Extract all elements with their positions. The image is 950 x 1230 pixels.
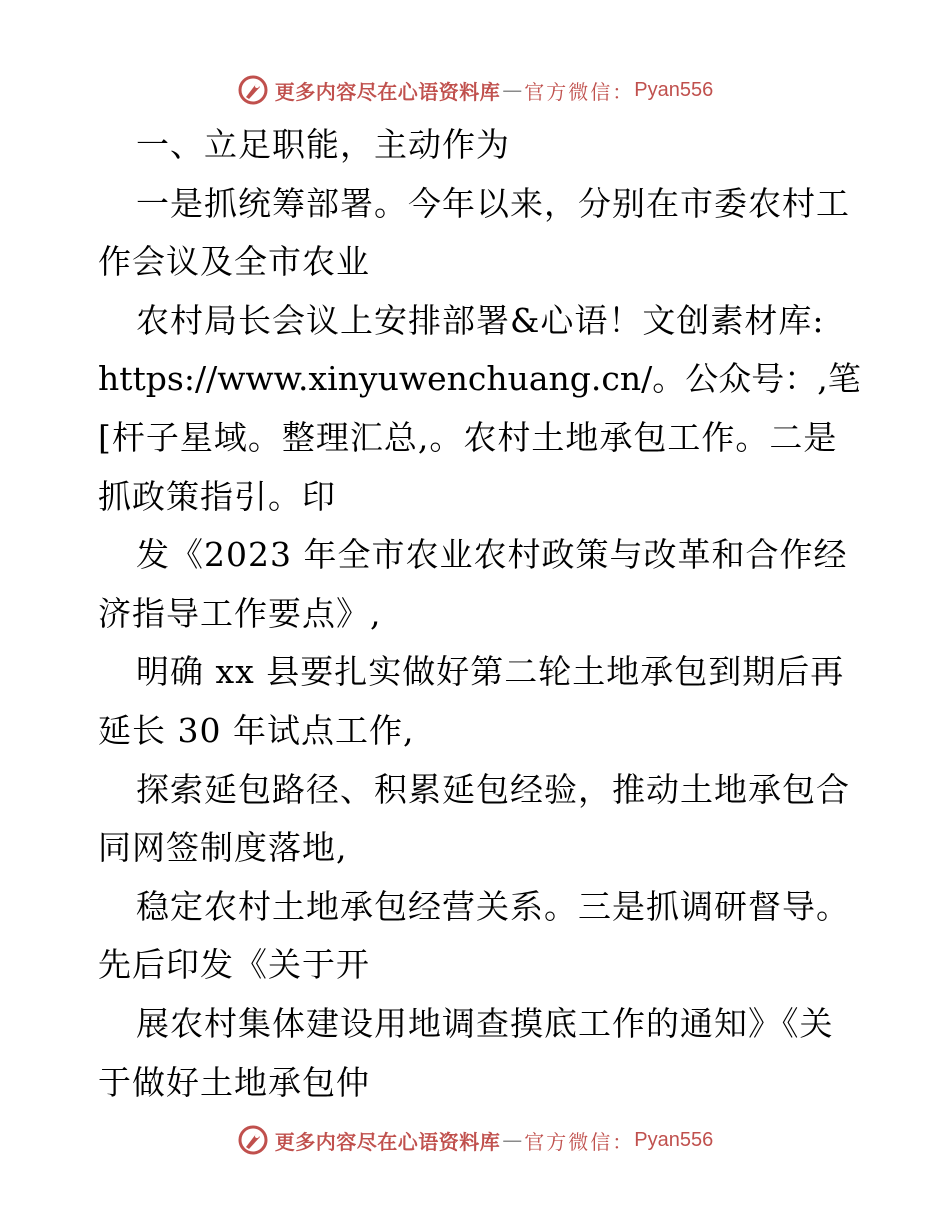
header-banner [0,70,950,110]
footer-brand: 更多内容尽在心语资料库 [274,1129,501,1154]
paragraph-line: 同网签制度落地, [98,828,348,868]
header-wechat-label: 官方微信： [524,79,635,104]
document-body [98,116,861,1112]
paragraph-line: 作会议及全市农业 [98,242,370,282]
pen-nib-logo-icon [237,1124,269,1156]
paragraph-line: 先后印发《关于开 [98,945,370,985]
header-brand: 更多内容尽在心语资料库 [274,79,501,104]
paragraph-line: 一是抓统筹部署。今年以来，分别在市委农村工 [136,183,850,223]
pen-nib-logo-icon [237,74,269,106]
paragraph-line: 稳定农村土地承包经营关系。三是抓调研督导。 [136,886,850,926]
footer-banner [0,1120,950,1160]
paragraph-line: 农村局长会议上安排部署&心语！文创素材库: [136,300,825,340]
paragraph-line: 济指导工作要点》, [98,593,382,633]
paragraph-line: 明确 xx 县要扎实做好第二轮土地承包到期后再 [136,652,845,692]
paragraph-line-url: https://www.xinyuwenchuang.cn/。公众号：,笔 [98,359,861,399]
footer-wechat-label: 官方微信： [524,1129,635,1154]
header-dash: — [502,78,523,102]
paragraph-line: 发《2023 年全市农业农村政策与改革和合作经 [136,535,848,575]
footer-dash: — [502,1128,523,1152]
paragraph-line: [杆子星域。整理汇总,。农村土地承包工作。二是 [98,417,838,457]
paragraph-line: 延长 30 年试点工作, [98,710,415,750]
header-wechat-id: Pyan556 [634,78,714,101]
paragraph-line: 探索延包路径、积累延包经验，推动土地承包合 [136,769,850,809]
paragraph-line: 抓政策指引。印 [98,476,336,516]
paragraph-line: 于做好土地承包仲 [98,1062,370,1102]
section-heading: 一、立足职能，主动作为 [136,125,510,164]
paragraph-line: 展农村集体建设用地调查摸底工作的通知》《关 [136,1003,834,1043]
footer-wechat-id: Pyan556 [634,1128,714,1151]
